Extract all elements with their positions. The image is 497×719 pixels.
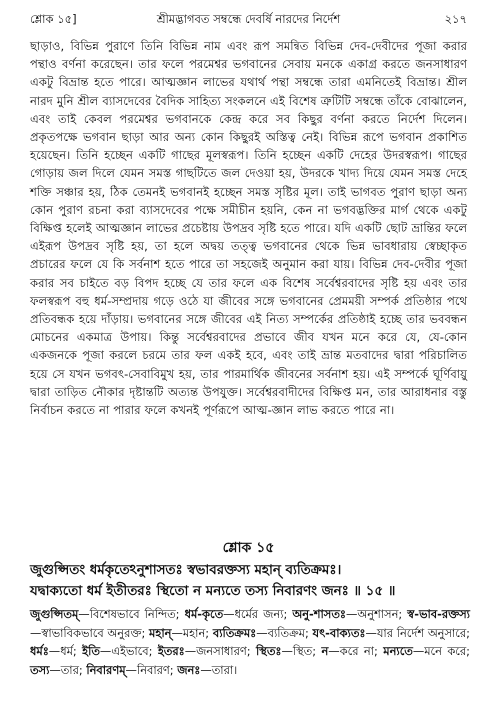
- synonym-term: মহান্‌: [149, 625, 172, 640]
- synonym-entry: জুগুপ্সিতম্‌—বিশেষভাবে নিন্দিত;: [30, 607, 185, 621]
- header-chapter-title: শ্রীমদ্ভাগবত সম্বন্ধে দেবর্ষি নারদের নির্দেশ: [156, 12, 341, 26]
- synonym-term: অনু-শাসতঃ: [292, 607, 346, 621]
- synonym-term: ধর্ম-কৃতে: [184, 607, 224, 621]
- synonym-term: ইতি: [82, 644, 100, 658]
- synonym-entry: নিবারণম্‌—নিবারণ;: [86, 662, 178, 677]
- page-number: ২১৭: [444, 12, 467, 26]
- purport-paragraph: ছাড়াও, বিভিন্ন পুরাণে তিনি বিভিন্ন নাম এবং রূপ সমন্বিত বিভিন্ন দেব-দেবীদের পূজা করার পন্থাও বর্ণনা করেছেন। তার ফলে পরমেশ্বর ভগবানের সেবায় মনকে একাগ্র করতে জনসাধারণ একটু বিভ্রান্ত হতে পারে। আত্মজ্ঞান লাভের যথার্থ পন্থা সম্বন্ধে তারা এমনিতেই বিভ্রান্ত। শ্রীল নারদ মুনি শ্রীল ব্যাসদেবের বৈদিক সাহিত্য সংকলনে এই বিশেষ ত্রুটিটি সম্বন্ধে তাঁকে বোঝালেন, এবং তাই কেবল পরমেশ্বর ভগবানকে কেন্দ্র করে সব কিছুর বর্ণনা করতে নির্দেশ দিলেন। প্রকৃতপক্ষে ভগবান ছাড়া আর অন্য কোন কিছুরই অস্তিত্ব নেই। বিভিন্ন রূপে ভগবান প্রকাশিত হয়েছেন। তিনি হচ্ছেন একটি গাছের মূলস্বরূপ। তিনি হচ্ছেন একটি দেহের উদরস্বরূপ। গাছের গোড়ায় জল দিলে যেমন সমস্ত গাছটিতে জল দেওয়া হয়, উদরকে খাদ্য দিয়ে যেমন সমস্ত দেহে শক্তি সঞ্চার হয়, ঠিক তেমনই ভগবানই হচ্ছেন সমস্ত সৃষ্টির মূল। তাই ভাগবত পুরাণ ছাড়া অন্য কোন পুরাণ রচনা করা ব্যাসদেবের পক্ষে সমীচীন হয়নি, কেন না ভগবদ্ভক্তির মার্গ থেকে একটু বিক্ষিপ্ত হলেই আত্মজ্ঞান লাভের প্রচেষ্টায় উপদ্রব সৃষ্টি হতে পারে। যদি একটি ছোট ভ্রান্তির ফলে এইরূপ উপদ্রব সৃষ্টি হয়, তা হলে অদ্বয় তত্ত্ব ভগবানের থেকে ভিন্ন ভাবধারায় স্বেচ্ছাকৃত প্রচারের ফলে যে কি সর্বনাশ হতে পারে তা সহজেই অনুমান করা যায়। বিভিন্ন দেব-দেবীর পূজা করার সব চাইতে বড় বিপদ হচ্ছে যে তার ফলে এক বিশেষ সর্বেশ্বরবাদের সৃষ্টি হয় এবং তার ফলস্বরূপ বহু ধর্ম-সম্প্রদায় গড়ে ওঠে যা জীবের সঙ্গে ভগবানের প্রেমময়ী সম্পর্ক প্রতিষ্ঠার পথে প্রতিবন্ধক হয়ে দাঁড়ায়। ভগবানের সঙ্গে জীবের এই নিত্য সম্পর্কের প্রতিষ্ঠাই হচ্ছে তার ভববন্ধন মোচনের একমাত্র উপায়। কিন্তু সর্বেশ্বরবাদের প্রভাবে জীব যখন মনে করে যে, যে-কোন একজনকে পূজা করলে চরমে তার ফল একই হবে, এবং তাই ভ্রান্ত মতবাদের দ্বারা পরিচালিত হয়ে সে যখন ভগবৎ-সেবাবিমুখ হয়, তার পারমার্থিক জীবনের সর্বনাশ হয়। এই সম্পর্কে ঘূর্ণিবায়ু দ্বারা তাড়িত নৌকার দৃষ্টান্তটি অত্যন্ত উপযুক্ত। সর্বেশ্বরবাদীদের বিক্ষিপ্ত মন, তার আরাধনার বস্তু নির্বাচন করতে না পারার ফলে কখনই পূর্ণরূপে আত্ম-জ্ঞান লাভ করতে পারে না।: [30, 39, 467, 418]
- verse-line: যদ্বাক্যতো ধর্ম ইতীতরঃ স্থিতো ন মন্যতে তস্য নিবারণং জনঃ ॥ ১৫ ॥: [30, 583, 396, 599]
- synonym-meaning: ধর্মের জন্য: [234, 607, 284, 621]
- synonym-entry: তস্য—তার;: [30, 662, 87, 677]
- verse-line: জুগুপ্সিতং ধর্মকৃতেঽনুশাসতঃ স্বভাবরক্তস্য মহান্‌ ব্যতিক্রমঃ।: [30, 563, 342, 578]
- synonym-meaning: যার নির্দেশ অনুসারে: [376, 625, 467, 640]
- synonym-entry: অনু-শাসতঃ—অনুশাসন;: [292, 607, 408, 621]
- synonym-meaning: বিশেষভাবে নিন্দিত: [89, 607, 176, 621]
- synonym-entry: স্ব-ভাব-রক্তস্য—স্বাভাবিকভাবে অনুরক্ত;: [30, 607, 470, 640]
- synonym-term: তস্য: [30, 662, 50, 677]
- synonym-term: ব্যতিক্রমঃ: [212, 625, 257, 640]
- synonym-entry: ব্যতিক্রমঃ—ব্যতিক্রম;: [212, 625, 313, 640]
- synonym-entry: স্থিতঃ—স্থিত;: [256, 644, 322, 658]
- synonym-entry: মন্যতে—মনে করে;: [383, 644, 470, 658]
- synonym-meaning: জনসাধারণ: [196, 644, 247, 658]
- synonym-entry: ইতি—এইভাবে;: [82, 644, 158, 658]
- header-verse-ref: শ্লোক ১৫]: [30, 12, 77, 26]
- purport-text: [30, 37, 467, 419]
- synonym-meaning: অনুশাসন: [357, 607, 399, 621]
- synonym-term: জনঃ: [177, 662, 201, 677]
- synonym-term: মন্যতে: [383, 644, 413, 658]
- synonym-entry: ধর্মঃ—ধর্ম;: [30, 644, 83, 658]
- synonym-meaning: তারা: [211, 662, 234, 677]
- synonym-meaning: ব্যতিক্রম: [267, 625, 305, 640]
- synonym-term: জুগুপ্সিতম্‌: [30, 607, 79, 621]
- synonym-term: ইতরঃ: [157, 644, 185, 658]
- synonym-term: স্থিতঃ: [256, 644, 282, 658]
- page-header: [30, 10, 467, 28]
- synonym-meaning: করে না: [339, 644, 374, 658]
- synonym-meaning: মহান: [182, 625, 206, 640]
- synonym-term: স্ব-ভাব-রক্তস্য: [407, 607, 470, 621]
- synonym-term: নিবারণম্‌: [86, 662, 126, 677]
- synonym-entry: জনঃ—তারা।: [177, 662, 238, 677]
- synonym-entry: যৎ-বাক্যতঃ—যার নির্দেশ অনুসারে;: [312, 625, 470, 640]
- synonym-meaning: নিবারণ: [136, 662, 170, 677]
- synonym-meaning: স্বাভাবিকভাবে অনুরক্ত: [41, 625, 142, 640]
- sloka-title: শ্লোক ১৫: [222, 540, 275, 556]
- synonym-entry: ন—করে না;: [321, 644, 384, 658]
- synonym-meaning: স্থিত: [292, 644, 313, 658]
- synonym-entry: ধর্ম-কৃতে—ধর্মের জন্য;: [184, 607, 293, 621]
- synonym-meaning: এইভাবে: [111, 644, 149, 658]
- synonym-entry: মহান্‌—মহান;: [149, 625, 213, 640]
- synonym-meaning: মনে করে: [424, 644, 467, 658]
- synonym-meaning: তার: [60, 662, 79, 677]
- word-for-word-synonyms: [30, 605, 470, 679]
- sloka-verse: [30, 561, 470, 602]
- synonym-meaning: ধর্ম: [60, 644, 73, 658]
- synonym-term: যৎ-বাক্যতঃ: [312, 625, 366, 640]
- synonym-term: ধর্মঃ: [30, 644, 49, 658]
- synonym-entry: ইতরঃ—জনসাধারণ;: [157, 644, 257, 658]
- synonym-term: ন: [321, 644, 329, 658]
